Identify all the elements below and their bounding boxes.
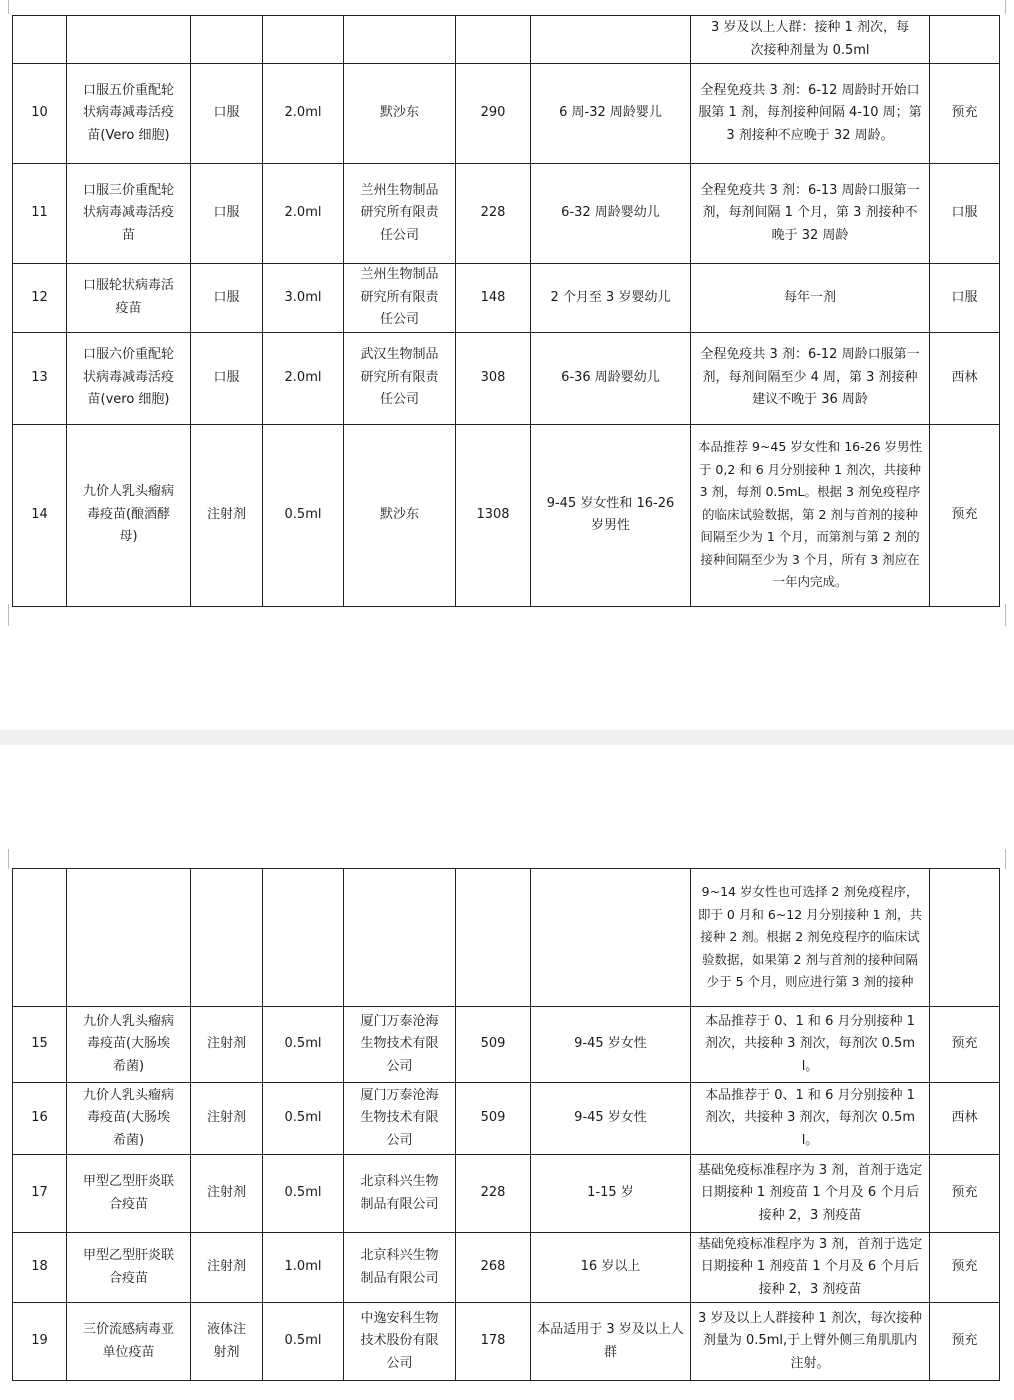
cell-spec: 0.5ml (263, 1007, 344, 1083)
cell-target: 6-36 周龄婴幼儿 (531, 332, 691, 424)
cell-spec: 0.5ml (263, 1303, 344, 1381)
table-row (13, 164, 1000, 264)
cell-price: 509 (456, 1007, 531, 1083)
cell-pack: 预充 (930, 1233, 1000, 1303)
table-row (13, 424, 1000, 606)
cell-no (13, 869, 67, 1007)
cell-maker: 兰州生物制品研究所有限责任公司 (344, 164, 456, 264)
cell-form: 口服 (191, 64, 263, 164)
page-corner-mark (1005, 0, 1014, 14)
cell-target: 6 周-32 周龄婴儿 (531, 64, 691, 164)
page-corner-mark (1005, 849, 1014, 869)
cell-schedule: 每年一剂 (691, 264, 930, 333)
cell-pack: 预充 (930, 64, 1000, 164)
document-page-2 (0, 745, 1014, 1400)
vaccine-table-page-1 (12, 15, 1000, 607)
table-row (13, 1007, 1000, 1083)
cell-pack: 口服 (930, 264, 1000, 333)
page-corner-mark (1005, 604, 1014, 626)
cell-target: 本品适用于 3 岁及以上人群 (531, 1303, 691, 1381)
cell-no: 19 (13, 1303, 67, 1381)
cell-target: 6-32 周龄婴幼儿 (531, 164, 691, 264)
cell-form: 注射剂 (191, 1083, 263, 1155)
page-corner-mark (0, 604, 9, 626)
cell-schedule: 全程免疫共 3 剂：6-13 周龄口服第一剂，每剂间隔 1 个月，第 3 剂接种不晚于 32 周龄 (691, 164, 930, 264)
cell-pack: 预充 (930, 1155, 1000, 1233)
cell-spec: 3.0ml (263, 264, 344, 333)
cell-pack: 西林 (930, 332, 1000, 424)
cell-pack: 预充 (930, 1007, 1000, 1083)
cell-no: 10 (13, 64, 67, 164)
cell-no: 12 (13, 264, 67, 333)
table-row (13, 264, 1000, 333)
page-corner-mark (0, 0, 9, 14)
cell-target: 9-45 岁女性 (531, 1083, 691, 1155)
cell-form (191, 16, 263, 64)
cell-vaccine-name: 甲型乙型肝炎联合疫苗 (67, 1233, 191, 1303)
cell-price: 148 (456, 264, 531, 333)
cell-no: 14 (13, 424, 67, 606)
cell-price: 308 (456, 332, 531, 424)
cell-maker: 厦门万泰沧海生物技术有限公司 (344, 1083, 456, 1155)
cell-pack: 预充 (930, 1303, 1000, 1381)
cell-vaccine-name: 甲型乙型肝炎联合疫苗 (67, 1155, 191, 1233)
cell-spec: 0.5ml (263, 424, 344, 606)
cell-maker (344, 16, 456, 64)
cell-schedule: 本品推荐于 0、1 和 6 月分别接种 1 剂次，共接种 3 剂次，每剂次 0.5ml。 (691, 1007, 930, 1083)
cell-maker: 默沙东 (344, 64, 456, 164)
cell-form: 口服 (191, 164, 263, 264)
cell-vaccine-name (67, 16, 191, 64)
cell-vaccine-name: 九价人乳头瘤病毒疫苗(大肠埃希菌) (67, 1083, 191, 1155)
cell-schedule: 全程免疫共 3 剂：6-12 周龄时开始口服第 1 剂，每剂接种间隔 4-10 周；第 3 剂接种不应晚于 32 周龄。 (691, 64, 930, 164)
cell-no: 11 (13, 164, 67, 264)
cell-price: 268 (456, 1233, 531, 1303)
cell-form (191, 869, 263, 1007)
cell-no: 18 (13, 1233, 67, 1303)
cell-price: 1308 (456, 424, 531, 606)
cell-price: 178 (456, 1303, 531, 1381)
cell-vaccine-name: 三价流感病毒亚单位疫苗 (67, 1303, 191, 1381)
vaccine-table-page-2 (12, 868, 1000, 1381)
cell-target: 16 岁以上 (531, 1233, 691, 1303)
cell-pack (930, 16, 1000, 64)
cell-target (531, 869, 691, 1007)
cell-schedule: 基础免疫标准程序为 3 剂，首剂于选定日期接种 1 剂疫苗 1 个月及 6 个月后接种 2，3 剂疫苗 (691, 1233, 930, 1303)
cell-target: 1-15 岁 (531, 1155, 691, 1233)
cell-maker: 北京科兴生物制品有限公司 (344, 1233, 456, 1303)
cell-schedule: 3 岁及以上人群：接种 1 剂次，每次接种剂量为 0.5ml (691, 16, 930, 64)
cell-target: 9-45 岁女性 (531, 1007, 691, 1083)
cell-maker (344, 869, 456, 1007)
cell-spec: 2.0ml (263, 64, 344, 164)
table-row (13, 1233, 1000, 1303)
cell-spec (263, 16, 344, 64)
cell-form: 口服 (191, 264, 263, 333)
cell-schedule: 基础免疫标准程序为 3 剂，首剂于选定日期接种 1 剂疫苗 1 个月及 6 个月后接种 2，3 剂疫苗 (691, 1155, 930, 1233)
page-corner-mark (0, 849, 9, 869)
table-row (13, 64, 1000, 164)
cell-vaccine-name: 九价人乳头瘤病毒疫苗(酿酒酵母) (67, 424, 191, 606)
cell-form: 液体注射剂 (191, 1303, 263, 1381)
cell-no (13, 16, 67, 64)
cell-maker: 中逸安科生物技术股份有限公司 (344, 1303, 456, 1381)
cell-form: 注射剂 (191, 424, 263, 606)
cell-maker: 默沙东 (344, 424, 456, 606)
cell-vaccine-name: 口服六价重配轮状病毒减毒活疫苗(vero 细胞) (67, 332, 191, 424)
cell-vaccine-name: 口服五价重配轮状病毒减毒活疫苗(Vero 细胞) (67, 64, 191, 164)
cell-price: 228 (456, 1155, 531, 1233)
cell-spec (263, 869, 344, 1007)
cell-vaccine-name: 九价人乳头瘤病毒疫苗(大肠埃希菌) (67, 1007, 191, 1083)
table-row (13, 332, 1000, 424)
cell-no: 15 (13, 1007, 67, 1083)
cell-pack: 口服 (930, 164, 1000, 264)
table-row (13, 1083, 1000, 1155)
cell-price (456, 869, 531, 1007)
cell-form: 注射剂 (191, 1233, 263, 1303)
cell-maker: 武汉生物制品研究所有限责任公司 (344, 332, 456, 424)
cell-spec: 2.0ml (263, 164, 344, 264)
cell-form: 注射剂 (191, 1007, 263, 1083)
cell-maker: 厦门万泰沧海生物技术有限公司 (344, 1007, 456, 1083)
cell-no: 13 (13, 332, 67, 424)
cell-maker: 兰州生物制品研究所有限责任公司 (344, 264, 456, 333)
cell-price: 290 (456, 64, 531, 164)
cell-price: 509 (456, 1083, 531, 1155)
cell-target (531, 16, 691, 64)
table-row (13, 869, 1000, 1007)
cell-no: 17 (13, 1155, 67, 1233)
table-row (13, 16, 1000, 64)
cell-target: 9-45 岁女性和 16-26 岁男性 (531, 424, 691, 606)
cell-schedule: 3 岁及以上人群接种 1 剂次，每次接种剂量为 0.5ml,于上臂外侧三角肌肌内注射。 (691, 1303, 930, 1381)
cell-spec: 0.5ml (263, 1155, 344, 1233)
cell-target: 2 个月至 3 岁婴幼儿 (531, 264, 691, 333)
cell-schedule: 9~14 岁女性也可选择 2 剂免疫程序，即于 0 月和 6~12 月分别接种 1 剂，共接种 2 剂。根据 2 剂免疫程序的临床试验数据，如果第 2 剂与首剂的接种间隔少于 5 个月，则应进行第 3 剂的接种 (691, 869, 930, 1007)
cell-maker: 北京科兴生物制品有限公司 (344, 1155, 456, 1233)
cell-spec: 0.5ml (263, 1083, 344, 1155)
cell-price (456, 16, 531, 64)
cell-schedule: 全程免疫共 3 剂：6-12 周龄口服第一剂，每剂间隔至少 4 周，第 3 剂接种建议不晚于 36 周龄 (691, 332, 930, 424)
cell-form: 注射剂 (191, 1155, 263, 1233)
cell-schedule: 本品推荐 9~45 岁女性和 16-26 岁男性于 0,2 和 6 月分别接种 1 剂次，共接种 3 剂，每剂 0.5mL。根据 3 剂免疫程序的临床试验数据，第 2 剂与首剂的接种间隔至少为 1 个月，而第剂与第 2 剂的接种间隔至少为 3 个月，所有 3 剂应在一年内完成。 (691, 424, 930, 606)
cell-spec: 1.0ml (263, 1233, 344, 1303)
cell-no: 16 (13, 1083, 67, 1155)
cell-spec: 2.0ml (263, 332, 344, 424)
cell-pack: 西林 (930, 1083, 1000, 1155)
cell-vaccine-name (67, 869, 191, 1007)
cell-schedule: 本品推荐于 0、1 和 6 月分别接种 1 剂次，共接种 3 剂次，每剂次 0.5ml。 (691, 1083, 930, 1155)
page-separator (0, 730, 1014, 745)
cell-pack (930, 869, 1000, 1007)
cell-price: 228 (456, 164, 531, 264)
table-row (13, 1303, 1000, 1381)
cell-vaccine-name: 口服三价重配轮状病毒减毒活疫苗 (67, 164, 191, 264)
cell-pack: 预充 (930, 424, 1000, 606)
cell-vaccine-name: 口服轮状病毒活疫苗 (67, 264, 191, 333)
cell-form: 口服 (191, 332, 263, 424)
table-row (13, 1155, 1000, 1233)
